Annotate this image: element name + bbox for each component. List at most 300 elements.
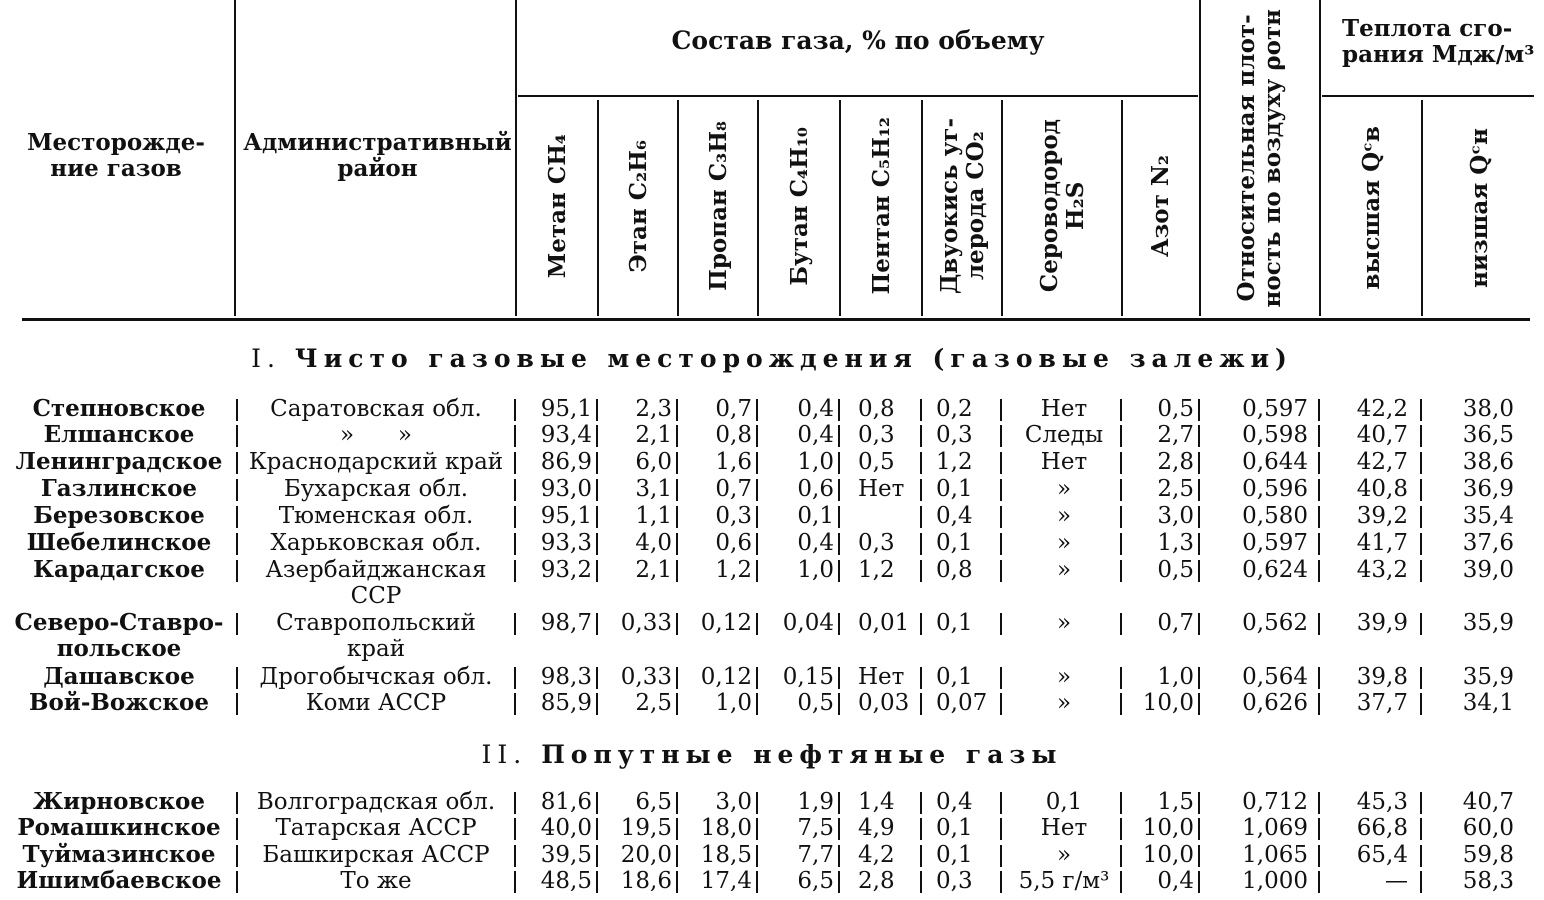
column-separator xyxy=(1318,818,1320,840)
column-separator xyxy=(1120,506,1122,528)
column-separator xyxy=(920,399,922,421)
cell-heat-low: 35,9 xyxy=(1462,610,1514,636)
cell-butane: 1,0 xyxy=(797,449,834,475)
cell-propane: 0,12 xyxy=(700,664,752,690)
header-col-butane: Бутан C₄H₁₀ xyxy=(786,126,813,286)
header-col-ethane: Этан C₂H₆ xyxy=(625,139,652,273)
cell-propane: 0,6 xyxy=(715,530,752,556)
column-separator xyxy=(1120,533,1122,555)
header-col-h2s: Сероводород H₂S xyxy=(1036,119,1089,293)
cell-nitrogen: 0,4 xyxy=(1157,868,1194,894)
column-separator xyxy=(514,533,516,555)
column-separator xyxy=(1420,871,1422,893)
column-separator xyxy=(1198,425,1200,447)
cell-district: Бухарская обл. xyxy=(283,476,469,502)
cell-butane: 0,1 xyxy=(797,503,834,529)
column-separator xyxy=(920,452,922,474)
column-separator xyxy=(596,792,598,814)
column-separator xyxy=(1000,452,1002,474)
cell-pentane: 0,5 xyxy=(858,449,895,475)
cell-butane: 0,4 xyxy=(797,530,834,556)
column-separator xyxy=(676,506,678,528)
column-separator xyxy=(756,452,758,474)
cell-h2s: » xyxy=(1056,557,1072,583)
column-separator xyxy=(676,560,678,582)
cell-methane: 93,3 xyxy=(540,530,592,556)
column-separator xyxy=(1120,845,1122,867)
cell-ethane: 20,0 xyxy=(620,842,672,868)
cell-heat-low: 38,6 xyxy=(1462,449,1514,475)
column-separator xyxy=(838,818,840,840)
cell-nitrogen: 10,0 xyxy=(1142,815,1194,841)
header-col-co2: Двуокись уг- лерода CO₂ xyxy=(936,117,989,295)
column-separator xyxy=(1420,613,1422,635)
column-separator xyxy=(514,506,516,528)
column-separator xyxy=(236,871,238,893)
column-separator xyxy=(838,792,840,814)
column-separator xyxy=(514,399,516,421)
header-heat-group: Теплота сго- рания Мдж/м³ xyxy=(1342,15,1535,68)
cell-nitrogen: 3,0 xyxy=(1157,503,1194,529)
cell-district: Татарская АССР xyxy=(275,815,477,841)
column-separator xyxy=(756,871,758,893)
column-separator xyxy=(1198,818,1200,840)
column-separator xyxy=(756,425,758,447)
cell-propane: 1,6 xyxy=(715,449,752,475)
column-separator xyxy=(514,560,516,582)
cell-pentane: 4,2 xyxy=(858,842,895,868)
cell-propane: 1,2 xyxy=(715,557,752,583)
cell-butane: 7,7 xyxy=(797,842,834,868)
cell-heat-high: 40,8 xyxy=(1356,476,1408,502)
column-separator xyxy=(1120,560,1122,582)
cell-butane: 7,5 xyxy=(797,815,834,841)
column-separator xyxy=(596,818,598,840)
cell-co2: 0,3 xyxy=(936,868,973,894)
cell-pentane: 2,8 xyxy=(858,868,895,894)
column-separator xyxy=(1420,560,1422,582)
cell-heat-high: 39,8 xyxy=(1356,664,1408,690)
cell-ethane: 3,1 xyxy=(635,476,672,502)
cell-density: 1,000 xyxy=(1242,868,1308,894)
column-separator xyxy=(1420,452,1422,474)
cell-ethane: 4,0 xyxy=(635,530,672,556)
cell-h2s: Нет xyxy=(1040,396,1088,422)
column-separator xyxy=(236,693,238,715)
column-separator xyxy=(1318,693,1320,715)
cell-nitrogen: 1,5 xyxy=(1157,789,1194,815)
cell-ethane: 19,5 xyxy=(620,815,672,841)
column-separator xyxy=(514,613,516,635)
cell-heat-low: 59,8 xyxy=(1462,842,1514,868)
column-separator xyxy=(676,871,678,893)
cell-pentane: 0,03 xyxy=(858,690,910,716)
header-composition-group: Состав газа, % по объему xyxy=(671,26,1045,55)
cell-h2s: Следы xyxy=(1024,422,1104,448)
column-separator xyxy=(838,613,840,635)
cell-h2s: 5,5 г/м³ xyxy=(1018,868,1110,894)
composition-group-rule xyxy=(518,95,1198,97)
cell-heat-high: 37,7 xyxy=(1356,690,1408,716)
cell-deposit: Ромашкинское xyxy=(17,814,221,841)
column-separator xyxy=(676,792,678,814)
column-separator xyxy=(1420,506,1422,528)
table-row xyxy=(0,530,1544,556)
column-separator xyxy=(236,479,238,501)
cell-h2s: » xyxy=(1056,664,1072,690)
cell-density: 0,598 xyxy=(1242,422,1308,448)
cell-ethane: 2,5 xyxy=(635,690,672,716)
column-separator xyxy=(920,667,922,689)
cell-heat-low: 38,0 xyxy=(1462,396,1514,422)
column-separator xyxy=(838,560,840,582)
cell-deposit: Степновское xyxy=(32,395,206,422)
cell-propane: 3,0 xyxy=(715,789,752,815)
column-separator xyxy=(1000,667,1002,689)
section-label-2: Попутные нефтяные газы xyxy=(541,740,1063,769)
cell-co2: 0,1 xyxy=(936,530,973,556)
cell-district: Дрогобычская обл. xyxy=(259,664,493,690)
cell-deposit: Березовское xyxy=(33,502,205,529)
cell-district: Ставропольский край xyxy=(276,610,476,662)
cell-co2: 0,4 xyxy=(936,789,973,815)
column-separator xyxy=(1420,533,1422,555)
cell-nitrogen: 2,8 xyxy=(1157,449,1194,475)
cell-deposit: Ишимбаевское xyxy=(16,867,222,894)
column-separator xyxy=(1120,452,1122,474)
column-separator xyxy=(920,818,922,840)
column-separator xyxy=(756,792,758,814)
table-row xyxy=(0,789,1544,815)
column-separator xyxy=(1198,479,1200,501)
section-num-1: I. xyxy=(251,344,281,373)
column-separator xyxy=(596,452,598,474)
table-row xyxy=(0,396,1544,422)
column-separator xyxy=(1198,452,1200,474)
column-separator xyxy=(1318,667,1320,689)
cell-deposit: Карадагское xyxy=(33,556,205,583)
table-row xyxy=(0,842,1544,868)
column-separator xyxy=(1000,506,1002,528)
cell-propane: 18,5 xyxy=(700,842,752,868)
cell-methane: 39,5 xyxy=(540,842,592,868)
column-separator xyxy=(1120,479,1122,501)
cell-h2s: » xyxy=(1056,476,1072,502)
section-title-1 xyxy=(0,344,1544,373)
cell-density: 0,562 xyxy=(1242,610,1308,636)
column-separator xyxy=(1198,871,1200,893)
cell-nitrogen: 1,3 xyxy=(1157,530,1194,556)
column-separator xyxy=(596,693,598,715)
cell-ethane: 6,0 xyxy=(635,449,672,475)
column-separator xyxy=(1318,613,1320,635)
column-separator xyxy=(1318,871,1320,893)
column-separator xyxy=(676,479,678,501)
cell-butane: 0,5 xyxy=(797,690,834,716)
table-row xyxy=(0,610,1544,662)
cell-co2: 0,2 xyxy=(936,396,973,422)
cell-methane: 48,5 xyxy=(540,868,592,894)
cell-deposit: Туймазинское xyxy=(22,841,216,868)
table-row xyxy=(0,422,1544,448)
column-separator xyxy=(1120,792,1122,814)
cell-deposit: Елшанское xyxy=(43,421,195,448)
cell-co2: 0,3 xyxy=(936,422,973,448)
column-separator xyxy=(1420,792,1422,814)
header-col-pentane: Пентан C₅H₁₂ xyxy=(868,117,895,295)
cell-density: 0,597 xyxy=(1242,396,1308,422)
cell-methane: 86,9 xyxy=(540,449,592,475)
column-separator xyxy=(1000,399,1002,421)
column-separator xyxy=(236,425,238,447)
column-separator xyxy=(1000,533,1002,555)
cell-methane: 93,2 xyxy=(540,557,592,583)
cell-methane: 40,0 xyxy=(540,815,592,841)
cell-h2s: » xyxy=(1056,690,1072,716)
column-separator xyxy=(920,693,922,715)
header-col-propane: Пропан C₃H₈ xyxy=(705,121,732,291)
column-separator xyxy=(1198,506,1200,528)
cell-co2: 0,8 xyxy=(936,557,973,583)
column-separator xyxy=(838,479,840,501)
cell-nitrogen: 2,7 xyxy=(1157,422,1194,448)
column-separator xyxy=(596,845,598,867)
column-separator xyxy=(838,667,840,689)
column-separator xyxy=(676,425,678,447)
cell-methane: 98,3 xyxy=(540,664,592,690)
header-density: Относительная плот- ность по воздуху ρотн xyxy=(1233,8,1286,308)
column-separator xyxy=(1198,667,1200,689)
cell-heat-high: 42,7 xyxy=(1356,449,1408,475)
column-separator xyxy=(676,399,678,421)
cell-h2s: » xyxy=(1056,842,1072,868)
cell-ethane: 0,33 xyxy=(620,664,672,690)
cell-deposit: Северо-Ставро- польское xyxy=(14,609,224,662)
column-separator xyxy=(1420,693,1422,715)
cell-deposit: Вой-Вожское xyxy=(29,689,209,716)
column-separator xyxy=(1000,845,1002,867)
cell-deposit: Жирновское xyxy=(32,788,206,815)
cell-district: То же xyxy=(340,868,412,894)
column-separator xyxy=(514,425,516,447)
column-separator xyxy=(596,871,598,893)
cell-co2: 0,1 xyxy=(936,842,973,868)
cell-district: Коми АССР xyxy=(305,690,447,716)
cell-methane: 85,9 xyxy=(540,690,592,716)
column-separator xyxy=(1120,818,1122,840)
cell-heat-high: 41,7 xyxy=(1356,530,1408,556)
cell-co2: 0,1 xyxy=(936,815,973,841)
cell-heat-high: 45,3 xyxy=(1356,789,1408,815)
cell-density: 0,580 xyxy=(1242,503,1308,529)
column-separator xyxy=(756,399,758,421)
cell-heat-high: 39,9 xyxy=(1356,610,1408,636)
table-row xyxy=(0,690,1544,716)
cell-methane: 98,7 xyxy=(540,610,592,636)
column-separator xyxy=(514,693,516,715)
cell-district: Волгоградская обл. xyxy=(256,789,496,815)
column-separator xyxy=(838,871,840,893)
column-separator xyxy=(1420,845,1422,867)
header-deposit: Месторожде- ние газов xyxy=(27,129,205,182)
column-separator xyxy=(1318,399,1320,421)
cell-heat-low: 34,1 xyxy=(1462,690,1514,716)
column-separator xyxy=(1420,667,1422,689)
column-separator xyxy=(1318,533,1320,555)
cell-district: Башкирская АССР xyxy=(262,842,490,868)
cell-district: Тюменская обл. xyxy=(278,503,474,529)
column-separator xyxy=(514,452,516,474)
cell-density: 0,596 xyxy=(1242,476,1308,502)
column-separator xyxy=(236,399,238,421)
column-separator xyxy=(920,506,922,528)
cell-heat-low: 36,5 xyxy=(1462,422,1514,448)
column-separator xyxy=(1198,533,1200,555)
cell-butane: 0,04 xyxy=(782,610,834,636)
column-separator xyxy=(236,533,238,555)
cell-butane: 0,6 xyxy=(797,476,834,502)
column-separator xyxy=(1000,479,1002,501)
cell-heat-low: 58,3 xyxy=(1462,868,1514,894)
heat-group-rule xyxy=(1322,95,1534,97)
table-row xyxy=(0,557,1544,609)
cell-heat-high: 42,2 xyxy=(1356,396,1408,422)
column-separator xyxy=(236,818,238,840)
cell-nitrogen: 10,0 xyxy=(1142,842,1194,868)
cell-heat-high: 65,4 xyxy=(1356,842,1408,868)
column-separator xyxy=(920,560,922,582)
column-separator xyxy=(236,667,238,689)
column-separator xyxy=(1120,613,1122,635)
column-separator xyxy=(596,560,598,582)
header-bottom-rule xyxy=(22,318,1530,321)
column-separator xyxy=(1000,871,1002,893)
column-separator xyxy=(756,667,758,689)
column-separator xyxy=(676,533,678,555)
column-separator xyxy=(1000,818,1002,840)
column-separator xyxy=(1318,479,1320,501)
column-separator xyxy=(236,452,238,474)
column-separator xyxy=(236,560,238,582)
column-separator xyxy=(1000,693,1002,715)
cell-ethane: 6,5 xyxy=(635,789,672,815)
cell-heat-low: 35,9 xyxy=(1462,664,1514,690)
cell-co2: 0,1 xyxy=(936,610,973,636)
column-separator xyxy=(236,613,238,635)
column-separator xyxy=(1198,613,1200,635)
column-separator xyxy=(1198,399,1200,421)
cell-methane: 93,4 xyxy=(540,422,592,448)
cell-heat-low: 37,6 xyxy=(1462,530,1514,556)
cell-pentane: 4,9 xyxy=(858,815,895,841)
cell-ethane: 0,33 xyxy=(620,610,672,636)
column-separator xyxy=(1420,425,1422,447)
cell-heat-high: 43,2 xyxy=(1356,557,1408,583)
column-separator xyxy=(596,506,598,528)
header-heat-low: низшая Qᶜн xyxy=(1466,128,1493,288)
cell-ethane: 2,1 xyxy=(635,422,672,448)
cell-heat-high: — xyxy=(1385,868,1408,894)
cell-propane: 0,8 xyxy=(715,422,752,448)
cell-heat-low: 60,0 xyxy=(1462,815,1514,841)
cell-density: 1,065 xyxy=(1242,842,1308,868)
column-separator xyxy=(596,613,598,635)
cell-district: Харьковская обл. xyxy=(270,530,482,556)
column-separator xyxy=(1120,425,1122,447)
cell-heat-low: 39,0 xyxy=(1462,557,1514,583)
cell-nitrogen: 0,7 xyxy=(1157,610,1194,636)
column-separator xyxy=(1318,452,1320,474)
column-separator xyxy=(1318,506,1320,528)
cell-heat-low: 40,7 xyxy=(1462,789,1514,815)
cell-co2: 0,1 xyxy=(936,664,973,690)
column-separator xyxy=(838,533,840,555)
column-separator xyxy=(920,613,922,635)
cell-deposit: Дашавское xyxy=(43,663,195,690)
header-heat-high: высшая Qᶜв xyxy=(1358,126,1385,290)
column-separator xyxy=(838,452,840,474)
column-separator xyxy=(676,818,678,840)
section-title-2 xyxy=(0,740,1544,769)
column-separator xyxy=(1420,399,1422,421)
cell-propane: 0,12 xyxy=(700,610,752,636)
cell-deposit: Шебелинское xyxy=(26,529,212,556)
header-col-methane: Метан CH₄ xyxy=(544,133,571,279)
column-separator xyxy=(1000,425,1002,447)
cell-h2s: Нет xyxy=(1040,449,1088,475)
cell-nitrogen: 2,5 xyxy=(1157,476,1194,502)
cell-h2s: Нет xyxy=(1040,815,1088,841)
column-separator xyxy=(756,693,758,715)
cell-density: 0,624 xyxy=(1242,557,1308,583)
table-row xyxy=(0,868,1544,894)
table-row xyxy=(0,503,1544,529)
column-separator xyxy=(596,667,598,689)
column-separator xyxy=(1000,613,1002,635)
column-separator xyxy=(1198,560,1200,582)
cell-pentane: 1,4 xyxy=(858,789,895,815)
cell-propane: 0,7 xyxy=(715,396,752,422)
column-separator xyxy=(514,667,516,689)
cell-district: Саратовская обл. xyxy=(270,396,482,422)
column-separator xyxy=(514,818,516,840)
cell-h2s: » xyxy=(1056,530,1072,556)
column-separator xyxy=(1120,871,1122,893)
column-separator xyxy=(596,399,598,421)
column-separator xyxy=(514,792,516,814)
column-separator xyxy=(1318,560,1320,582)
cell-heat-high: 40,7 xyxy=(1356,422,1408,448)
cell-pentane: 1,2 xyxy=(858,557,895,583)
cell-district: » » xyxy=(339,422,412,448)
cell-nitrogen: 0,5 xyxy=(1157,396,1194,422)
column-separator xyxy=(920,792,922,814)
column-separator xyxy=(920,845,922,867)
cell-pentane: 0,3 xyxy=(858,530,895,556)
table-row xyxy=(0,476,1544,502)
cell-pentane: Нет xyxy=(858,476,905,502)
cell-propane: 17,4 xyxy=(700,868,752,894)
cell-district: Азербайджанская ССР xyxy=(265,557,487,609)
column-separator xyxy=(756,479,758,501)
column-separator xyxy=(838,399,840,421)
cell-methane: 95,1 xyxy=(540,503,592,529)
cell-propane: 0,3 xyxy=(715,503,752,529)
column-separator xyxy=(1000,792,1002,814)
cell-density: 0,644 xyxy=(1242,449,1308,475)
table-row xyxy=(0,815,1544,841)
header-col-nitrogen: Азот N₂ xyxy=(1147,154,1174,258)
